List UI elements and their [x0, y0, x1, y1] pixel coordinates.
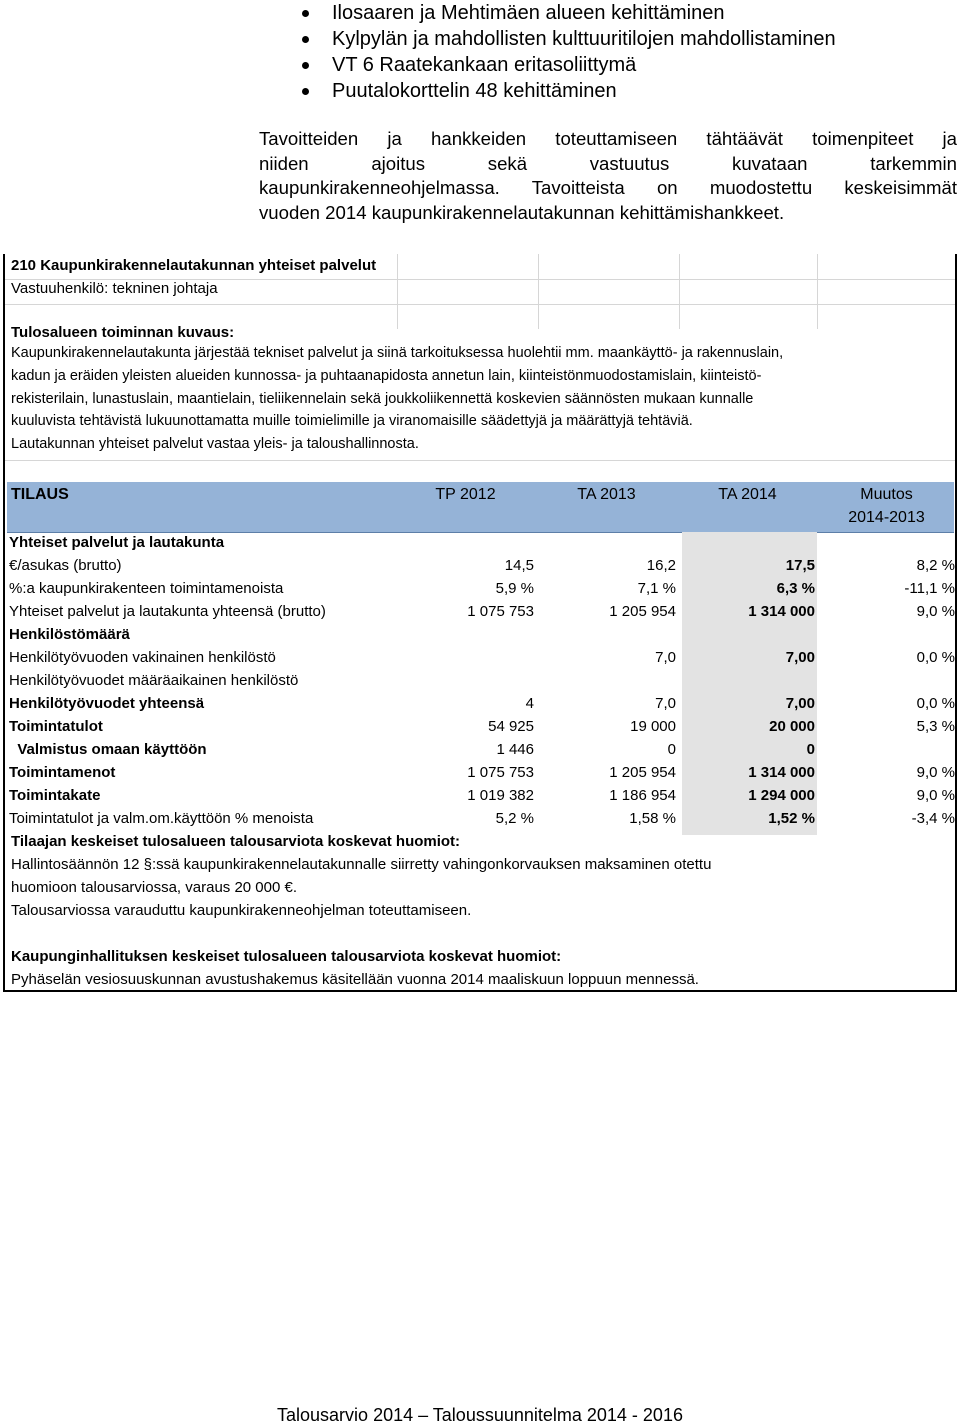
table-row	[5, 624, 955, 647]
bullet-text: Ilosaaren ja Mehtimäen alueen kehittäminen	[332, 2, 725, 24]
cell-ta-2013: 7,0	[655, 649, 676, 666]
row-label: Toimintakate	[9, 787, 101, 804]
cell-tp-2012: 1 075 753	[467, 603, 534, 620]
row-label: Toimintatulot ja valm.om.käyttöön % menoista	[9, 810, 314, 827]
gridline	[397, 304, 398, 329]
cell-ta-2014: 1 314 000	[748, 764, 815, 781]
row-label: Toimintamenot	[9, 764, 116, 781]
page-footer: Talousarvio 2014 – Taloussuunnitelma 2014 - 2016	[277, 1405, 683, 1425]
header-ta-2014: TA 2014	[718, 486, 777, 503]
cell-ta-2014: 17,5	[785, 557, 815, 574]
cell-muutos: 9,0 %	[916, 603, 955, 620]
bullet-item	[292, 78, 952, 104]
cell-ta-2014: 0	[806, 741, 815, 758]
cell-tp-2012: 1 075 753	[467, 764, 534, 781]
gridline	[5, 304, 955, 305]
row-label: Yhteiset palvelut ja lautakunta	[9, 534, 225, 551]
description-text	[11, 342, 957, 456]
description-heading: Tulosalueen toiminnan kuvaus:	[11, 324, 235, 341]
row-label: Yhteiset palvelut ja lautakunta yhteensä (brutto)	[9, 603, 326, 620]
cell-muutos: 5,3 %	[916, 718, 955, 735]
gridline	[817, 304, 818, 329]
description-line: kadun ja eräiden yleisten alueiden kunnossa- ja puhtaanapidosta annetun lain, kiinteistönmuodostamislain, kiinteistö-	[11, 367, 762, 384]
intro-line: kaupunkirakenneohjelmassa. Tavoitteista on muodostettu keskeisimmät	[259, 177, 957, 199]
table-row	[5, 739, 955, 762]
gridline	[538, 304, 539, 329]
cell-ta-2013: 1 205 954	[609, 603, 676, 620]
header-tp-2012: TP 2012	[435, 486, 496, 503]
table-row	[5, 785, 955, 808]
table-row	[5, 716, 955, 739]
bullet-dot-icon	[302, 10, 309, 17]
header-muutos: Muutos	[860, 486, 913, 503]
cell-ta-2013: 7,0	[655, 695, 676, 712]
bullet-item	[292, 26, 952, 52]
bullet-dot-icon	[302, 88, 309, 95]
unit-title: 210 Kaupunkirakennelautakunnan yhteiset palvelut	[11, 257, 377, 274]
cell-muutos: 9,0 %	[916, 764, 955, 781]
cell-tp-2012: 14,5	[504, 557, 534, 574]
client-notes-line: Hallintosäännön 12 §:ssä kaupunkirakennelautakunnalle siirretty vahingonkorvauksen maksaminen otettu	[11, 856, 712, 873]
description-line: Lautakunnan yhteiset palvelut vastaa yleis- ja taloushallinnosta.	[11, 436, 419, 453]
client-notes-line: Talousarviossa varauduttu kaupunkirakenneohjelman toteuttamiseen.	[11, 902, 472, 919]
client-notes-line: huomioon talousarviossa, varaus 20 000 €.	[11, 879, 298, 896]
cell-ta-2014: 1,52 %	[768, 810, 815, 827]
bullet-text: Kylpylän ja mahdollisten kulttuuritilojen mahdollistaminen	[332, 28, 836, 50]
client-notes-heading: Tilaajan keskeiset tulosalueen talousarviota koskevat huomiot:	[11, 833, 461, 850]
bullet-dot-icon	[302, 62, 309, 69]
bullet-item	[292, 52, 952, 78]
table-row	[5, 762, 955, 785]
gridline	[5, 460, 955, 461]
cell-tp-2012: 4	[525, 695, 534, 712]
description-line: rekisterilain, lunastuslain, maantielain, tieliikennelain sekä joukkoliikennettä koskevien säännösten mukaan kunnalle	[11, 390, 754, 407]
bullet-text: Puutalokorttelin 48 kehittäminen	[332, 80, 617, 102]
cell-ta-2014: 1 294 000	[748, 787, 815, 804]
cell-muutos: 9,0 %	[916, 787, 955, 804]
cell-ta-2013: 1 186 954	[609, 787, 676, 804]
board-notes-text: Pyhäselän vesiosuuskunnan avustushakemus käsitellään vuonna 2014 maaliskuun loppuun mennessä.	[11, 971, 699, 988]
description-line: Kaupunkirakennelautakunta järjestää tekniset palvelut ja siinä tarkoituksessa huolehtii mm. maankäyttö- ja rakennuslain,	[11, 345, 784, 361]
cell-ta-2014: 7,00	[785, 695, 815, 712]
table-row	[5, 578, 955, 601]
bullet-text: VT 6 Raatekankaan eritasoliittymä	[332, 54, 637, 76]
cell-muutos: -11,1 %	[904, 580, 955, 597]
cell-muutos: 8,2 %	[916, 557, 955, 574]
row-label: Henkilötyövuodet yhteensä	[9, 695, 205, 712]
table-row	[5, 647, 955, 670]
table-row	[5, 808, 955, 831]
row-label: Henkilötyövuodet määräaikainen henkilöstö	[9, 672, 299, 689]
row-label: Henkilöstömäärä	[9, 626, 130, 643]
gridline	[679, 304, 680, 329]
cell-ta-2014: 7,00	[785, 649, 815, 666]
header-muutos-period: 2014-2013	[848, 509, 925, 526]
budget-sheet	[3, 254, 957, 992]
bullet-dot-icon	[302, 36, 309, 43]
row-label: %:a kaupunkirakenteen toimintamenoista	[9, 580, 284, 597]
board-notes-heading: Kaupunginhallituksen keskeiset tulosalueen talousarviota koskevat huomiot:	[11, 948, 562, 965]
bullet-item	[292, 0, 952, 26]
row-label: Valmistus omaan käyttöön	[9, 741, 207, 758]
table-row	[5, 670, 955, 693]
cell-tp-2012: 1 019 382	[467, 787, 534, 804]
header-ta-2013: TA 2013	[577, 486, 636, 503]
intro-line: vuoden 2014 kaupunkirakennelautakunnan kehittämishankkeet.	[259, 201, 785, 223]
description-line: kuuluvista tehtävistä lukuunottamatta muille toimielimille ja viranomaisille säädettyjä ja määrättyjä tehtäviä.	[11, 413, 693, 430]
row-label: Toimintatulot	[9, 718, 103, 735]
cell-ta-2013: 7,1 %	[637, 580, 676, 597]
intro-line: Tavoitteiden ja hankkeiden toteuttamiseen tähtäävät toimenpiteet ja	[259, 128, 957, 149]
cell-ta-2013: 0	[667, 741, 676, 758]
intro-paragraph	[259, 127, 957, 225]
table-row	[5, 601, 955, 624]
cell-ta-2013: 16,2	[646, 557, 676, 574]
row-label: Henkilötyövuoden vakinainen henkilöstö	[9, 649, 276, 666]
table-row	[5, 693, 955, 716]
cell-ta-2014: 6,3 %	[776, 580, 815, 597]
intro-line: niiden ajoitus sekä vastuutus kuvataan tarkemmin	[259, 152, 957, 174]
cell-muutos: -3,4 %	[911, 810, 955, 827]
table-row	[5, 555, 955, 578]
table-header	[7, 482, 954, 533]
cell-tp-2012: 5,9 %	[495, 580, 534, 597]
cell-ta-2013: 1 205 954	[609, 764, 676, 781]
cell-ta-2014: 20 000	[769, 718, 815, 735]
cell-muutos: 0,0 %	[916, 649, 955, 666]
unit-responsible: Vastuuhenkilö: tekninen johtaja	[11, 280, 218, 297]
table-row	[5, 532, 955, 555]
cell-tp-2012: 54 925	[488, 718, 534, 735]
header-tilaus: TILAUS	[11, 486, 69, 503]
cell-muutos: 0,0 %	[916, 695, 955, 712]
cell-ta-2013: 1,58 %	[629, 810, 676, 827]
cell-tp-2012: 1 446	[496, 741, 534, 758]
project-bullet-list	[292, 0, 952, 104]
cell-ta-2014: 1 314 000	[748, 603, 815, 620]
cell-tp-2012: 5,2 %	[495, 810, 534, 827]
row-label: €/asukas (brutto)	[9, 557, 122, 574]
cell-ta-2013: 19 000	[630, 718, 676, 735]
